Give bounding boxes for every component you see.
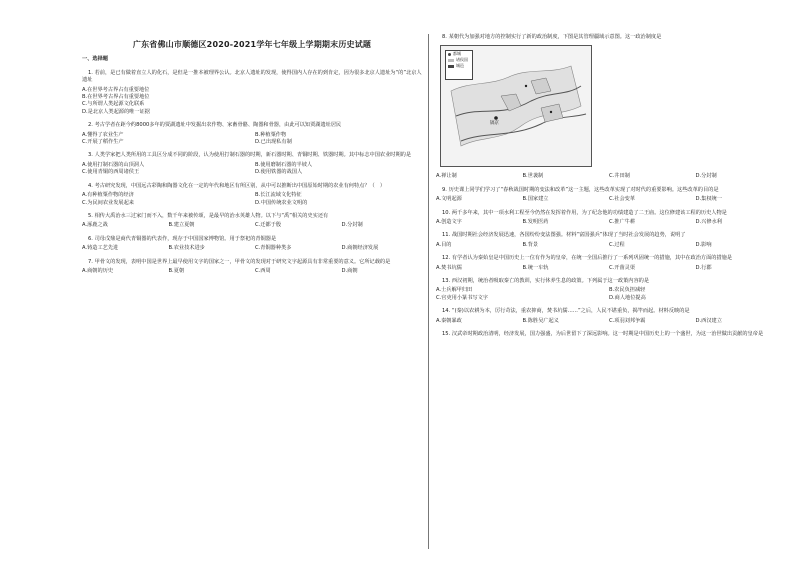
option[interactable]: C.官吏用小篆书写文字 (436, 294, 488, 301)
option[interactable]: D.分封制 (695, 173, 717, 180)
option[interactable]: C.井田制 (609, 173, 630, 180)
question-stem: 1. 若前，是已有做着直立人的化石，是但是一推本被理界公认。北京人遗址的发现，使得国内人存在的到肯定，因为很多北京人遗址为“的”北京人遗址 (82, 69, 422, 84)
options (82, 87, 422, 117)
question-stem: 4. 考古研究发现，中国远古彩陶和陶器文化在一定的年代和地区有所区别，从中可以推断出中国原始时期的农业有何特点？（ ） (88, 182, 386, 189)
question (82, 259, 422, 276)
question-stem: 3. 人类学家把人类所用的工具区分成不同的阶段，认为使用打制石器的时期，新石器时期、青铜时期、铁器时期。其中标志中国农业时期的是 (88, 152, 412, 159)
option[interactable]: D.已出现私有制 (255, 139, 292, 146)
options (436, 318, 776, 325)
option[interactable]: B.发明医药 (522, 219, 549, 226)
option[interactable]: D.集权统一 (695, 196, 722, 203)
question-8 (436, 34, 776, 181)
option[interactable]: B.陈胜吴广起义 (522, 317, 559, 324)
option[interactable]: B.世袭制 (522, 173, 544, 180)
option[interactable]: C.与所谓人类起源文化联系 (82, 101, 145, 108)
legend-row (446, 63, 472, 69)
question (82, 183, 422, 207)
question-stem: 12. 有学者认为秦始皇是中国历史上一位有作为的皇帝，在统一全国后推行了一系列巩固统一的措施，其中在政治方面的措施是 (442, 255, 733, 262)
question-stem: 7. 甲骨文的发现，表明中国是世界上最早使用文字的国家之一，甲骨文的发现对于研究文字起源具有非常重要的意义。它所记载的是 (88, 258, 391, 265)
options (82, 222, 422, 229)
section-heading: 一、选择题 (82, 56, 108, 63)
option[interactable]: C.开凿灵渠 (609, 264, 636, 271)
option[interactable]: A.创造文字 (436, 219, 462, 226)
option[interactable]: B.种植粟作物 (255, 131, 287, 138)
state-swatch-icon (448, 59, 454, 62)
option[interactable]: C.推广牛耕 (609, 219, 636, 226)
map-city-label: 镐京 (490, 121, 499, 127)
question (82, 152, 422, 176)
option[interactable]: B.农民负担减轻 (609, 287, 646, 294)
column-divider (428, 34, 429, 549)
option[interactable]: D.是北京人类起源的唯一证据 (82, 108, 150, 115)
question (82, 236, 422, 253)
option[interactable]: D.兴修水利 (695, 219, 722, 226)
legend-label: 都城 (453, 51, 461, 57)
map-figure (440, 45, 592, 167)
question-stem: 5. 相传大禹治水三过家门而不入，数千年来被传颂，是最早的治水英雄人物。以下与“禹”相关的史实还有 (88, 212, 329, 219)
question (436, 187, 776, 204)
right-question-list (436, 187, 776, 339)
option[interactable]: C.开展了稻作生产 (82, 139, 124, 146)
option[interactable]: B.建立夏朝 (168, 222, 195, 229)
map-legend (445, 50, 473, 80)
option[interactable]: A.文明起源 (436, 196, 462, 203)
option[interactable]: C.为民间农业发展起来 (82, 199, 134, 206)
option[interactable]: D.分封制 (341, 222, 363, 229)
question-stem: 14. “(秦)以农耕为本，厉行苛法，重农抑商，焚书坑儒……”之后，人民不堪重负，揭竿而起。材料反映的是 (442, 308, 690, 315)
option[interactable]: A.使用打制石器的山顶洞人 (82, 161, 145, 168)
option[interactable]: A.在世界考古界占有重要地位 (82, 86, 150, 93)
question-stem: 9. 历史课上同学们学习了“春秋战国时期的变法和改革”这一主题，这些改革实现了对时代的重要影响。这些改革的目的是 (442, 186, 719, 193)
option[interactable]: B.背景 (522, 241, 539, 248)
option[interactable]: A.秦朝暴政 (436, 317, 462, 324)
option[interactable]: A.士兵解甲归田 (436, 287, 473, 294)
option[interactable]: D.影响 (695, 241, 712, 248)
page-title: 广东省佛山市顺德区2020-2021学年七年级上学期期末历史试题 (132, 40, 372, 49)
option[interactable]: D.使用铁器的战国人 (255, 169, 303, 176)
option[interactable]: B.夏朝 (168, 267, 185, 274)
option[interactable]: C.西周 (255, 267, 271, 274)
options (436, 287, 776, 302)
option[interactable]: B.使用磨制石器的半坡人 (255, 161, 313, 168)
city-swatch-icon (448, 65, 454, 68)
option[interactable]: B.农业技术进步 (168, 245, 205, 252)
option[interactable]: D.行郡 (695, 264, 712, 271)
option[interactable]: B.统一车轨 (522, 264, 549, 271)
option[interactable]: D.中国传统农业文明的 (255, 199, 308, 206)
options (436, 265, 776, 272)
options (436, 196, 776, 203)
options (436, 242, 776, 249)
legend-label: 城邑 (456, 63, 464, 69)
question-stem: 2. 考古学者在距今约8000多年的贾湖遗址中发掘出农作物、家畜骨骼、陶器和骨器，由此可以知贾湖遗址居民 (88, 122, 342, 129)
option[interactable]: A.禅让制 (436, 173, 457, 180)
left-column (82, 34, 422, 281)
option[interactable]: A.涿鹿之战 (82, 222, 108, 229)
option[interactable]: D.商人地位提高 (609, 294, 646, 301)
option[interactable]: C.社会变革 (609, 196, 636, 203)
question-stem: 10. 两千多年来，其中一项水利工程至今仍然在发挥着作用，为了纪念他的功绩建造了二王庙。这位修建该工程的历史人物是 (442, 209, 727, 216)
question-stem: 15. 汉武帝时期政治清明，经济发展，国力强盛，为后世留下了深远影响。这一时期是中国历史上的一个盛世，为这一治世做出贡献的皇帝是 (442, 331, 764, 338)
option[interactable]: C.过程 (609, 241, 625, 248)
option[interactable]: B.国家建立 (522, 196, 549, 203)
options (436, 219, 776, 226)
options (436, 173, 776, 180)
option[interactable]: B.长江流域文化特征 (255, 192, 302, 199)
question (82, 70, 422, 116)
option[interactable]: D.商朝经济发展 (341, 245, 379, 252)
option[interactable]: A.焚书坑儒 (436, 264, 462, 271)
question-stem: 6. 司母戊鼎是商代青铜器的代表作，现存于中国国家博物馆。用于祭祀的青铜器是 (88, 235, 277, 242)
question (82, 122, 422, 146)
question (436, 331, 776, 338)
options (82, 132, 422, 147)
question-stem: 11. 战国时期社会经济发展迅速，各国纷纷变法图强。材料“富国强兵”体现了当时社会发展的趋势，说明了 (442, 232, 686, 239)
option[interactable]: A.商朝的历史 (82, 267, 114, 274)
option[interactable]: D.商朝 (341, 267, 358, 274)
left-question-list (82, 70, 422, 276)
legend-label: 诸侯国 (456, 57, 468, 63)
question (436, 308, 776, 325)
options (82, 268, 422, 275)
option[interactable]: A.有种植粟作物的经济 (82, 192, 134, 199)
option[interactable]: A.懂得了农业生产 (82, 131, 124, 138)
option[interactable]: C.项羽刘邦争霸 (609, 317, 646, 324)
question (436, 278, 776, 302)
question-stem: 13. 西汉初期，统治者吸取秦亡的教训，实行休养生息的政策。下列属于这一政策内容的是 (442, 278, 650, 285)
question (436, 232, 776, 249)
question (82, 213, 422, 230)
capital-marker-icon (448, 53, 451, 56)
question (436, 255, 776, 272)
option[interactable]: A.铸造工艺先进 (82, 245, 119, 252)
option[interactable]: D.西汉建立 (695, 317, 722, 324)
options (82, 192, 422, 207)
question (436, 210, 776, 227)
option[interactable]: B.在世界考古界占有重要地位 (82, 94, 150, 101)
option[interactable]: C.使用青铜的西周诸侯王 (82, 169, 140, 176)
option[interactable]: C.青铜器种类多 (255, 245, 292, 252)
option[interactable]: C.迁都于殷 (255, 222, 282, 229)
options (82, 162, 422, 177)
options (82, 245, 422, 252)
right-column (436, 34, 776, 345)
option[interactable]: A.目的 (436, 241, 452, 248)
question-stem: 8. 某朝代为加强对地方的控制实行了新的政治制度，下图是其管理疆域示意图。这一政治制度是 (442, 34, 662, 40)
